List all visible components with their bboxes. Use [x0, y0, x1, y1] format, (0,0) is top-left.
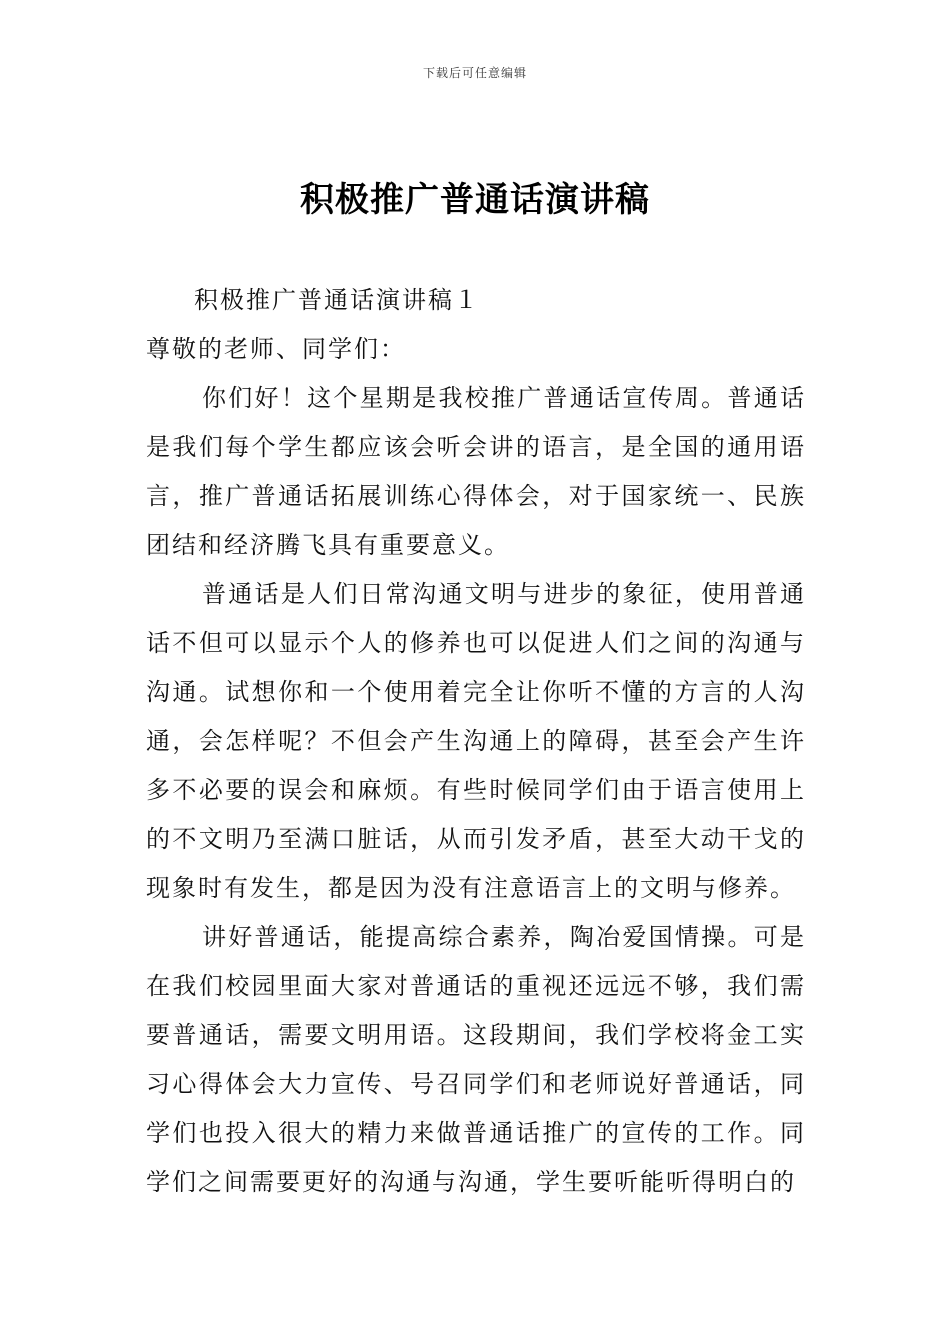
speech-subtitle: 积极推广普通话演讲稿１: [194, 286, 480, 314]
document-body: [146, 276, 806, 1207]
header-note: 下载后可任意编辑: [422, 66, 527, 80]
paragraph-2: 普通话是人们日常沟通文明与进步的象征，使用普通话不但可以显示个人的修养也可以促进人们之间的沟通与沟通。试想你和一个使用着完全让你听不懂的方言的人沟通，会怎样呢？不但会产生沟通上的障碍，甚至会产生许多不必要的误会和麻烦。有些时候同学们由于语言使用上的不文明乃至满口脏话，从而引发矛盾，甚至大动干戈的现象时有发生，都是因为没有注意语言上的文明与修养。: [146, 580, 806, 902]
paragraph-1: 你们好！这个星期是我校推广普通话宣传周。普通话是我们每个学生都应该会听会讲的语言，是全国的通用语言，推广普通话拓展训练心得体会，对于国家统一、民族团结和经济腾飞具有重要意义。: [146, 384, 806, 559]
salutation: 尊敬的老师、同学们：: [146, 335, 406, 363]
paragraph-3: 讲好普通话，能提高综合素养，陶冶爱国情操。可是在我们校园里面大家对普通话的重视还远远不够，我们需要普通话，需要文明用语。这段期间，我们学校将金工实习心得体会大力宣传、号召同学们和老师说好普通话，同学们也投入很大的精力来做普通话推广的宣传的工作。同学们之间需要更好的沟通与沟通，学生要听能听得明白的: [146, 923, 806, 1196]
document-title: 积极推广普通话演讲稿: [300, 180, 650, 220]
